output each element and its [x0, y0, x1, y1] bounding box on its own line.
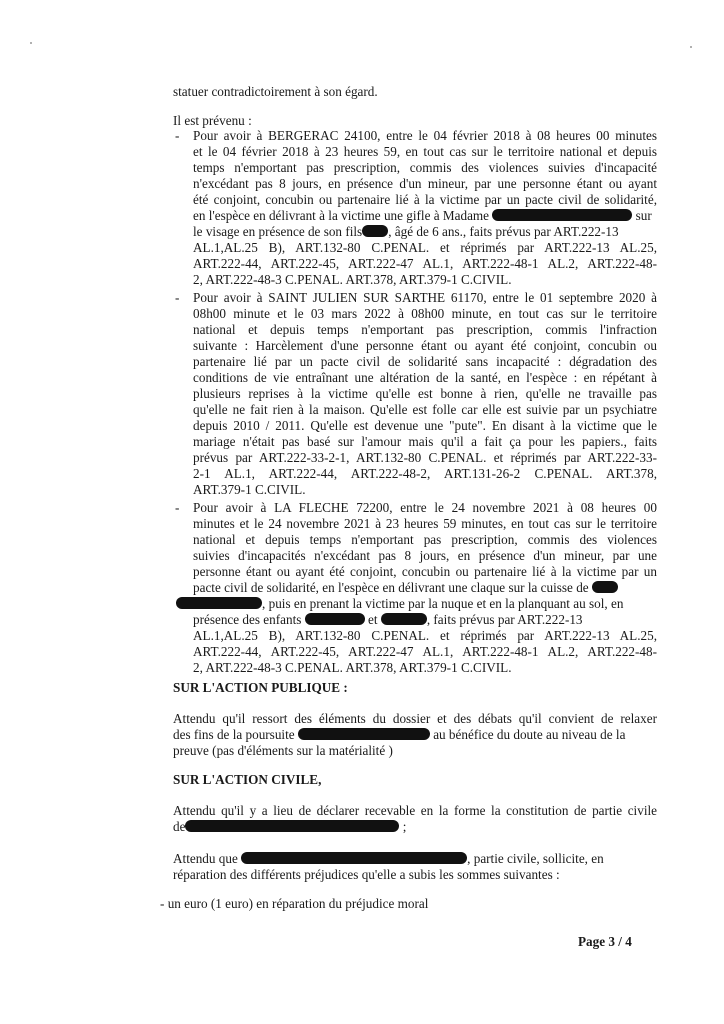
count2-line: partenaire lié par un pacte civil de solidarité sans incapacité : dégradation des: [193, 354, 657, 369]
count2-line: 08h00 minute et le 03 mars 2022 à 08h00 minute, en tout cas sur le territoire: [193, 306, 657, 321]
redaction-bar: [592, 581, 618, 593]
page-number: Page 3 / 4: [578, 934, 632, 949]
action-publique-line: [173, 727, 657, 742]
count1-line: été conjoint, concubin ou partenaire lié à la victime par un pacte civil de solidarité,: [193, 192, 657, 207]
count3-line: personne étant ou ayant été conjoint, concubin ou partenaire lié à la victime par un: [193, 564, 657, 579]
count3-text: présence des enfants: [193, 612, 302, 627]
count2-line: national et depuis temps n'emportant pas prescription, commis l'infraction: [193, 322, 657, 337]
count1-line: 2, ART.222-48-3 C.PENAL. ART.378, ART.379-1 C.CIVIL.: [193, 272, 512, 287]
bullet-dash: -: [175, 290, 180, 305]
count3-line: suivies d'incapacités n'excédant pas 8 jours, en présence d'un mineur, par une: [193, 548, 657, 563]
count3-line: Pour avoir à LA FLECHE 72200, entre le 24 novembre 2021 à 08 heures 00: [193, 500, 657, 515]
count3-text: pacte civil de solidarité, en l'espèce en délivrant une claque sur la cuisse de: [193, 580, 589, 595]
action-civile-line: [173, 819, 406, 834]
count3-line: minutes et le 24 novembre 2021 à 23 heures 59 minutes, en tout cas sur le territoire: [193, 516, 657, 531]
count2-line: Pour avoir à SAINT JULIEN SUR SARTHE 61170, entre le 01 septembre 2020 à: [193, 290, 657, 305]
count1-line: AL.1,AL.25 B), ART.132-80 C.PENAL. et réprimés par ART.222-13 AL.25,: [193, 240, 657, 255]
redaction-bar: [241, 852, 467, 864]
section-heading-action-civile: SUR L'ACTION CIVILE,: [173, 772, 322, 787]
action-publique-text: au bénéfice du doute au niveau de la: [433, 727, 626, 742]
count2-line: conditions de vie entraînant une altération de la santé, en l'espèce : en répétant à: [193, 370, 657, 385]
action-civile-line: réparation des différents préjudices qu'elle a subis les sommes suivantes :: [173, 867, 560, 882]
count2-line: depuis 2010 / 2011. Qu'elle est devenue une "pute". En disant à la victime que le: [193, 418, 657, 433]
count3-line: [193, 580, 657, 595]
bullet-dash: -: [175, 128, 180, 143]
count2-line: prévus par ART.222-33-2-1, ART.132-80 C.PENAL. et réprimés par ART.222-33-: [193, 450, 657, 465]
count1-line: n'excédant pas 8 jours, en présence d'un mineur, par une personne étant ou ayant: [193, 176, 657, 191]
intro-text: statuer contradictoirement à son égard.: [173, 84, 378, 99]
redaction-bar: [381, 613, 427, 625]
count3-line: [193, 612, 657, 627]
action-civile-line: Attendu qu'il y a lieu de déclarer recevable en la forme la constitution de partie civile: [173, 803, 657, 818]
redaction-bar: [176, 597, 262, 609]
count1-line: [193, 208, 657, 223]
scan-speck: [690, 46, 692, 48]
count3-line: ART.222-44, ART.222-45, ART.222-47 AL.1, ART.222-48-1 AL.2, ART.222-48-: [193, 644, 657, 659]
redaction-bar: [185, 820, 399, 832]
count2-line: suivante : Harcèlement d'une personne étant ou ayant été conjoint, concubin ou: [193, 338, 657, 353]
count3-line: national et depuis temps n'emportant pas prescription, commis des violences: [193, 532, 657, 547]
redaction-bar: [362, 225, 388, 237]
section-heading-action-publique: SUR L'ACTION PUBLIQUE :: [173, 680, 348, 695]
bullet-dash: -: [175, 500, 180, 515]
count2-line: plusieurs reprises à la victime qu'elle est bonne à rien, qu'elle ne travaille pas: [193, 386, 657, 401]
count1-text: en l'espèce en délivrant à la victime une gifle à Madame: [193, 208, 490, 223]
action-civile-text: , partie civile, sollicite, en: [467, 851, 604, 866]
count3-line: 2, ART.222-48-3 C.PENAL. ART.378, ART.379-1 C.CIVIL.: [193, 660, 512, 675]
count3-text: , faits prévus par ART.222-13: [426, 612, 583, 627]
action-civile-text: Attendu que: [173, 851, 238, 866]
scan-speck: [30, 42, 32, 44]
count1-line: [193, 224, 657, 239]
action-civile-line: - un euro (1 euro) en réparation du préjudice moral: [160, 896, 429, 911]
count3-line: AL.1,AL.25 B), ART.132-80 C.PENAL. et réprimés par ART.222-13 AL.25,: [193, 628, 657, 643]
redaction-bar: [492, 209, 632, 221]
count1-line: Pour avoir à BERGERAC 24100, entre le 04 février 2018 à 08 heures 00 minutes: [193, 128, 657, 143]
count1-text: sur: [635, 208, 652, 223]
count1-text: le visage en présence de son fils: [193, 224, 363, 239]
action-publique-line: Attendu qu'il ressort des éléments du dossier et des débats qu'il convient de relaxer: [173, 711, 657, 726]
count1-line: et le 04 février 2018 à 23 heures 59, en tout cas sur le territoire national et depuis: [193, 144, 657, 159]
count1-line: temps n'emportant pas prescription, commis des violences suivies d'incapacité: [193, 160, 657, 175]
action-civile-line: [173, 851, 657, 866]
count2-line: qu'elle ne fait rien à la maison. Qu'elle est folle car elle est suivie par un psychiatre: [193, 402, 657, 417]
count3-text: et: [367, 612, 378, 627]
count1-text: , âgé de 6 ans., faits prévus par ART.222-13: [388, 224, 619, 239]
action-publique-line: preuve (pas d'éléments sur la matérialité ): [173, 743, 393, 758]
action-publique-text: des fins de la poursuite: [173, 727, 295, 742]
count1-line: ART.222-44, ART.222-45, ART.222-47 AL.1, ART.222-48-1 AL.2, ART.222-48-: [193, 256, 657, 271]
count2-line: mariage n'était pas basé sur l'amour mais qu'il a fait ça pour les papiers., faits: [193, 434, 657, 449]
count3-line: [176, 596, 657, 611]
redaction-bar: [298, 728, 430, 740]
action-civile-text: ;: [402, 819, 407, 834]
count3-text: , puis en prenant la victime par la nuque et en la planquant au sol, en: [262, 596, 624, 611]
count2-line: ART.379-1 C.CIVIL.: [193, 482, 306, 497]
redaction-bar: [305, 613, 365, 625]
action-civile-text: de: [173, 819, 186, 834]
prevenu-header: Il est prévenu :: [173, 113, 252, 128]
count2-line: 2-1 AL.1, ART.222-44, ART.222-48-2, ART.131-26-2 C.PENAL. ART.378,: [193, 466, 657, 481]
